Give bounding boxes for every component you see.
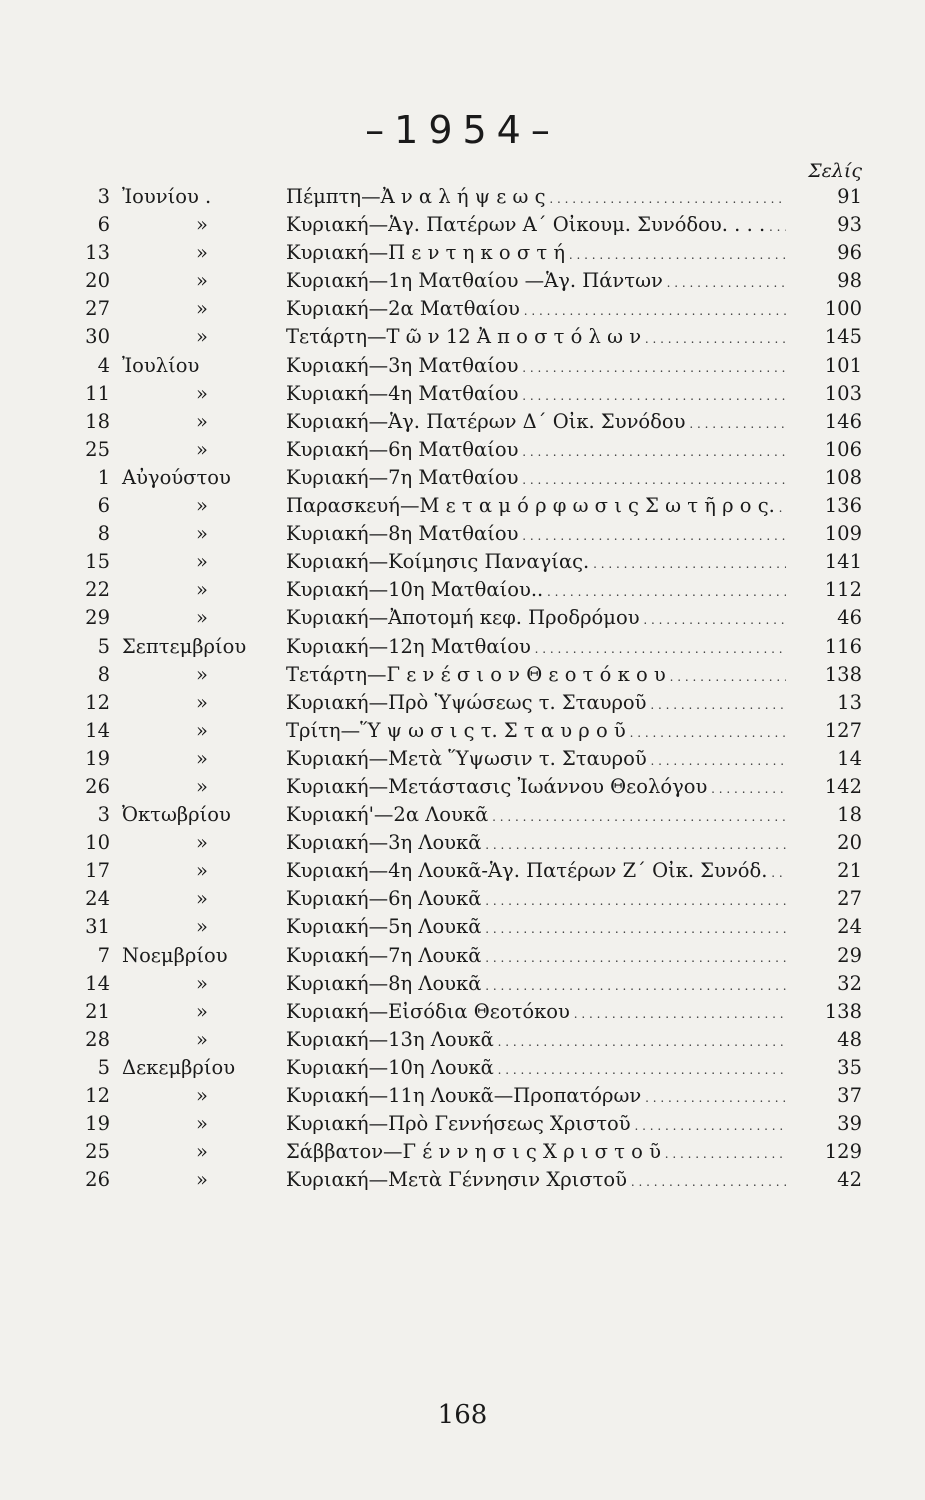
page-column-header: Σελίς bbox=[808, 160, 862, 182]
table-row bbox=[0, 970, 925, 998]
row-month: » bbox=[196, 690, 208, 714]
row-month: » bbox=[196, 606, 208, 630]
row-day: 21 bbox=[85, 999, 110, 1023]
row-day: 7 bbox=[97, 943, 110, 967]
row-page: 32 bbox=[837, 971, 862, 995]
row-month: » bbox=[196, 269, 208, 293]
table-row bbox=[0, 1054, 925, 1082]
row-day: 14 bbox=[85, 718, 110, 742]
row-event: Κυριακή—12η Ματθαίου . . . bbox=[286, 633, 786, 663]
row-day: 20 bbox=[85, 269, 110, 293]
table-row bbox=[0, 1166, 925, 1194]
row-event: Κυριακή—3η Λουκᾶ . . . bbox=[286, 829, 786, 859]
row-event: Κυριακή—8η Λουκᾶ . . . bbox=[286, 970, 786, 1000]
row-page: 93 bbox=[837, 213, 862, 237]
row-month: » bbox=[196, 437, 208, 461]
row-month: » bbox=[196, 578, 208, 602]
row-month: » bbox=[196, 859, 208, 883]
row-event: Κυριακή—5η Λουκᾶ . . . bbox=[286, 913, 786, 943]
table-row bbox=[0, 576, 925, 604]
row-month: » bbox=[196, 915, 208, 939]
table-row bbox=[0, 352, 925, 380]
row-page: 98 bbox=[837, 269, 862, 293]
table-row bbox=[0, 661, 925, 689]
row-month: » bbox=[196, 662, 208, 686]
row-page: 18 bbox=[837, 803, 862, 827]
table-row bbox=[0, 801, 925, 829]
row-month: » bbox=[196, 971, 208, 995]
row-month: » bbox=[196, 297, 208, 321]
row-page: 129 bbox=[824, 1140, 862, 1164]
row-event: Πέμπτη—Ἀ ν α λ ή ψ ε ω ς . . . bbox=[286, 183, 786, 213]
row-month: » bbox=[196, 774, 208, 798]
row-event: Τρίτη—Ὕ ψ ω σ ι ς τ. Σ τ α υ ρ ο ῦ . . . bbox=[286, 717, 786, 747]
row-day: 5 bbox=[97, 634, 110, 658]
row-month: Ἰουνίου . bbox=[122, 185, 212, 208]
row-day: 12 bbox=[85, 690, 110, 714]
table-row bbox=[0, 998, 925, 1026]
row-event: Τετάρτη—Γ ε ν έ σ ι ο ν Θ ε ο τ ό κ ο υ . . . bbox=[286, 661, 786, 691]
table-row bbox=[0, 913, 925, 941]
row-month: » bbox=[196, 409, 208, 433]
row-page: 13 bbox=[837, 690, 862, 714]
row-page: 101 bbox=[824, 353, 862, 377]
row-page: 106 bbox=[824, 437, 862, 461]
row-event: Κυριακή—Κοίμησις Παναγίας. . . . bbox=[286, 548, 786, 578]
row-page: 24 bbox=[837, 915, 862, 939]
table-row bbox=[0, 829, 925, 857]
table-row bbox=[0, 211, 925, 239]
row-day: 6 bbox=[97, 213, 110, 237]
row-day: 3 bbox=[97, 803, 110, 827]
row-day: 28 bbox=[85, 1027, 110, 1051]
row-page: 112 bbox=[824, 578, 862, 602]
row-event: Κυριακή—13η Λουκᾶ . . . bbox=[286, 1026, 786, 1056]
row-page: 27 bbox=[837, 887, 862, 911]
table-row bbox=[0, 520, 925, 548]
table-row bbox=[0, 717, 925, 745]
row-month: Ὀκτωβρίου bbox=[122, 803, 231, 827]
row-day: 17 bbox=[85, 859, 110, 883]
row-day: 19 bbox=[85, 1112, 110, 1136]
row-day: 8 bbox=[97, 662, 110, 686]
table-row bbox=[0, 1082, 925, 1110]
row-event: Παρασκευή—Μ ε τ α μ ό ρ φ ω σ ι ς Σ ω τ ῆ ρ ο ς. . . . bbox=[286, 492, 786, 522]
row-page: 138 bbox=[824, 662, 862, 686]
row-day: 31 bbox=[85, 915, 110, 939]
row-day: 26 bbox=[85, 774, 110, 798]
row-month: » bbox=[196, 999, 208, 1023]
row-page: 29 bbox=[837, 943, 862, 967]
row-month: » bbox=[196, 1112, 208, 1136]
row-day: 26 bbox=[85, 1168, 110, 1192]
table-row bbox=[0, 408, 925, 436]
row-event: Κυριακή—Εἰσόδια Θεοτόκου . . . bbox=[286, 998, 786, 1028]
row-month: Δεκεμβρίου bbox=[122, 1055, 236, 1079]
row-day: 12 bbox=[85, 1084, 110, 1107]
row-day: 30 bbox=[85, 325, 110, 349]
table-row bbox=[0, 323, 925, 351]
row-month: » bbox=[196, 1168, 208, 1192]
row-month: Αὐγούστου bbox=[122, 465, 231, 489]
row-page: 145 bbox=[824, 325, 862, 349]
row-event: Κυριακή—Πρὸ Γεννήσεως Χριστοῦ . . . bbox=[286, 1110, 786, 1140]
row-page: 42 bbox=[837, 1168, 862, 1192]
row-page: 46 bbox=[837, 606, 862, 630]
calendar-table bbox=[0, 183, 925, 1194]
row-day: 19 bbox=[85, 746, 110, 770]
row-page: 141 bbox=[824, 550, 862, 574]
row-page: 20 bbox=[837, 831, 862, 855]
row-page: 103 bbox=[824, 381, 862, 405]
row-page: 96 bbox=[837, 241, 862, 265]
row-event: Κυριακή—4η Λουκᾶ-Ἁγ. Πατέρων Ζ΄ Οἰκ. Συνόδ. . . . bbox=[286, 857, 786, 887]
row-day: 4 bbox=[97, 353, 110, 377]
row-event: Κυριακή—Π ε ν τ η κ ο σ τ ή . . . bbox=[286, 239, 786, 269]
row-event: Κυριακή—Ἁγ. Πατέρων Δ΄ Οἰκ. Συνόδου . . . bbox=[286, 408, 786, 438]
row-day: 1 bbox=[97, 465, 110, 489]
row-page: 48 bbox=[837, 1027, 862, 1051]
row-month: » bbox=[196, 241, 208, 265]
row-month: » bbox=[196, 1084, 208, 1107]
row-event: Σάββατον—Γ έ ν ν η σ ι ς Χ ρ ι σ τ ο ῦ . . . bbox=[286, 1138, 786, 1168]
row-page: 35 bbox=[837, 1055, 862, 1079]
row-day: 11 bbox=[85, 381, 110, 405]
table-row bbox=[0, 745, 925, 773]
row-page: 146 bbox=[824, 409, 862, 433]
row-page: 37 bbox=[837, 1084, 862, 1107]
table-row bbox=[0, 633, 925, 661]
row-month: Σεπτεμβρίου bbox=[122, 634, 247, 658]
row-page: 21 bbox=[837, 859, 862, 883]
row-day: 10 bbox=[85, 831, 110, 855]
row-page: 109 bbox=[824, 522, 862, 546]
row-day: 15 bbox=[85, 550, 110, 574]
table-row bbox=[0, 942, 925, 970]
table-row bbox=[0, 689, 925, 717]
row-month: » bbox=[196, 1140, 208, 1164]
row-event: Κυριακή—Μετάστασις Ἰωάννου Θεολόγου . . . bbox=[286, 773, 786, 803]
row-month: Νοεμβρίου bbox=[122, 943, 228, 967]
row-day: 18 bbox=[85, 409, 110, 433]
row-day: 5 bbox=[97, 1055, 110, 1079]
row-event: Κυριακή—6η Ματθαίου . . . bbox=[286, 436, 786, 466]
row-month: » bbox=[196, 494, 208, 518]
row-day: 29 bbox=[85, 606, 110, 630]
row-day: 24 bbox=[85, 887, 110, 911]
row-month: » bbox=[196, 887, 208, 911]
row-event: Κυριακή—10η Ματθαίου.. . . . bbox=[286, 576, 786, 606]
table-row bbox=[0, 380, 925, 408]
row-event: Κυριακή—3η Ματθαίου . . . bbox=[286, 352, 786, 382]
table-row bbox=[0, 492, 925, 520]
row-event: Κυριακή—Μετὰ Γέννησιν Χριστοῦ . . . bbox=[286, 1166, 786, 1196]
row-day: 13 bbox=[85, 241, 110, 265]
table-row bbox=[0, 183, 925, 211]
year-title: –1954– bbox=[365, 108, 560, 152]
row-month: » bbox=[196, 718, 208, 742]
table-row bbox=[0, 436, 925, 464]
row-event: Τετάρτη—Τ ῶ ν 12 Ἀ π ο σ τ ό λ ω ν . . . bbox=[286, 323, 786, 353]
row-event: Κυριακή—2α Ματθαίου . . . bbox=[286, 295, 786, 325]
table-row bbox=[0, 267, 925, 295]
row-day: 14 bbox=[85, 971, 110, 995]
page-number: 168 bbox=[437, 1400, 488, 1430]
table-row bbox=[0, 295, 925, 323]
row-month: » bbox=[196, 550, 208, 574]
row-page: 116 bbox=[824, 634, 862, 658]
row-day: 25 bbox=[85, 1140, 110, 1164]
row-day: 27 bbox=[85, 297, 110, 321]
row-page: 100 bbox=[824, 297, 862, 321]
row-day: 6 bbox=[97, 494, 110, 518]
table-row bbox=[0, 464, 925, 492]
table-row bbox=[0, 604, 925, 632]
table-row bbox=[0, 548, 925, 576]
row-event: Κυριακή—6η Λουκᾶ . . . bbox=[286, 885, 786, 915]
table-row bbox=[0, 857, 925, 885]
row-page: 108 bbox=[824, 465, 862, 489]
row-event: Κυριακή—10η Λουκᾶ . . . bbox=[286, 1054, 786, 1084]
row-page: 127 bbox=[824, 718, 862, 742]
table-row bbox=[0, 239, 925, 267]
row-month: » bbox=[196, 522, 208, 546]
row-month: » bbox=[196, 325, 208, 349]
row-page: 142 bbox=[824, 774, 862, 798]
row-event: Κυριακή—1η Ματθαίου —Ἁγ. Πάντων . . . bbox=[286, 267, 786, 297]
row-event: Κυριακή—11η Λουκᾶ—Προπατόρων . . . bbox=[286, 1082, 786, 1112]
row-page: 14 bbox=[837, 746, 862, 770]
row-day: 8 bbox=[97, 522, 110, 546]
row-event: Κυριακή—Μετὰ Ὕψωσιν τ. Σταυροῦ . . . bbox=[286, 745, 786, 775]
table-row bbox=[0, 1138, 925, 1166]
row-month: » bbox=[196, 1027, 208, 1051]
row-month: Ἰουλίου bbox=[122, 353, 200, 377]
row-event: Κυριακή—4η Ματθαίου . . . bbox=[286, 380, 786, 410]
table-row bbox=[0, 1026, 925, 1054]
row-event: Κυριακή—7η Ματθαίου . . . bbox=[286, 464, 786, 494]
row-event: Κυριακή'—2α Λουκᾶ . . . bbox=[286, 801, 786, 831]
row-day: 22 bbox=[85, 578, 110, 602]
row-page: 39 bbox=[837, 1112, 862, 1136]
row-month: » bbox=[196, 746, 208, 770]
table-row bbox=[0, 1110, 925, 1138]
row-event: Κυριακή—8η Ματθαίου . . . bbox=[286, 520, 786, 550]
row-month: » bbox=[196, 381, 208, 405]
row-event: Κυριακή—Ἀποτομή κεφ. Προδρόμου . . . bbox=[286, 604, 786, 634]
table-row bbox=[0, 773, 925, 801]
row-page: 138 bbox=[824, 999, 862, 1023]
row-event: Κυριακή—Ἁγ. Πατέρων Α΄ Οἰκουμ. Συνόδου. . . . . . . bbox=[286, 211, 786, 241]
row-page: 136 bbox=[824, 494, 862, 518]
row-day: 25 bbox=[85, 437, 110, 461]
row-month: » bbox=[196, 213, 208, 237]
table-row bbox=[0, 885, 925, 913]
row-event: Κυριακή—Πρὸ Ὑψώσεως τ. Σταυροῦ . . . bbox=[286, 689, 786, 719]
row-month: » bbox=[196, 831, 208, 855]
row-day: 3 bbox=[97, 185, 110, 208]
row-page: 91 bbox=[837, 185, 862, 208]
row-event: Κυριακή—7η Λουκᾶ . . . bbox=[286, 942, 786, 972]
